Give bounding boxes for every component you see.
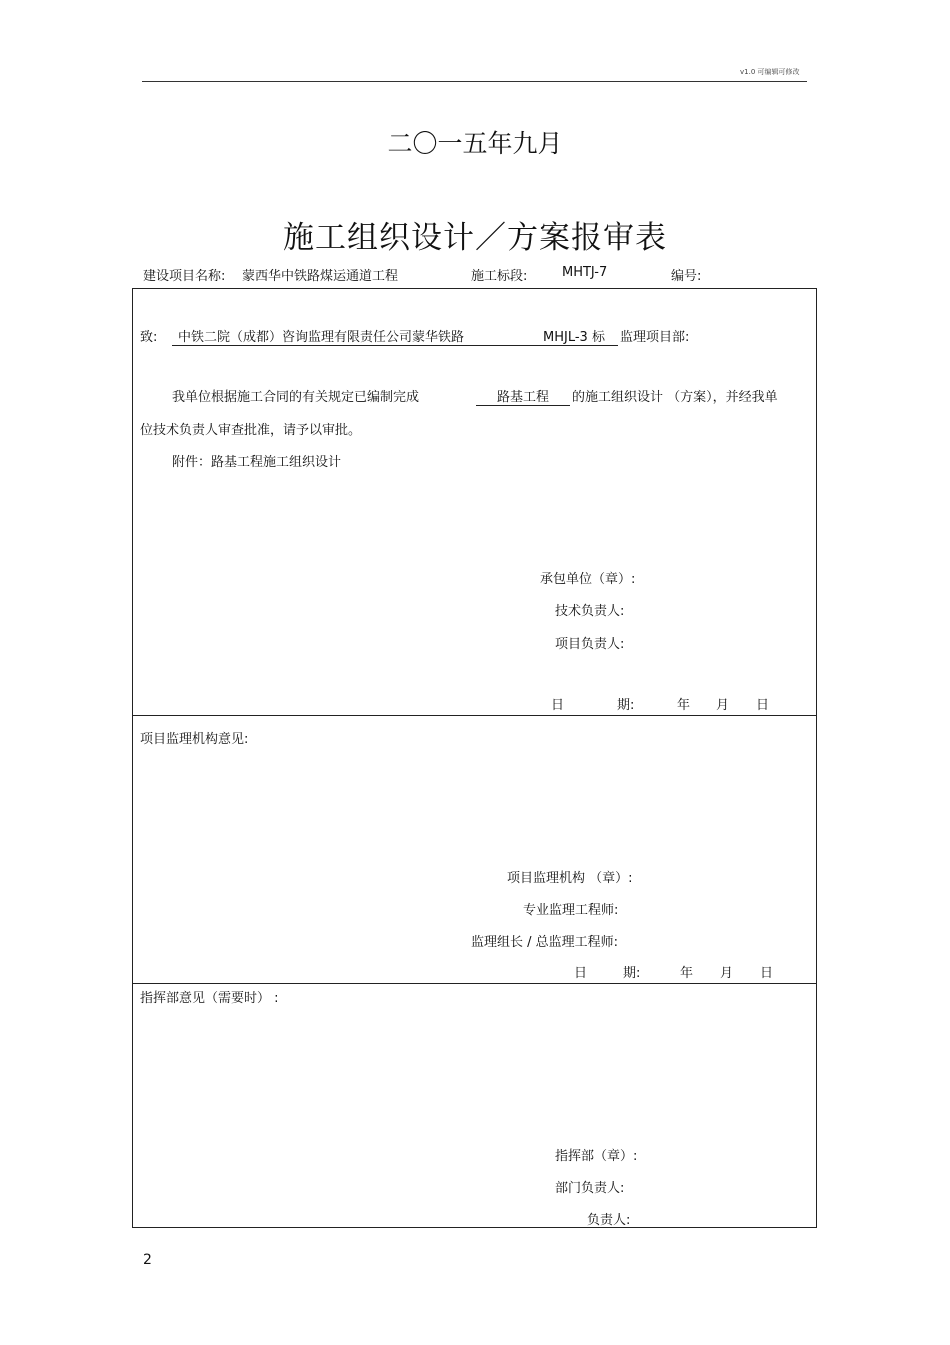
number-label: 编号: <box>671 269 702 284</box>
supervision-date-month: 月 <box>720 966 734 981</box>
hq-stamp: 指挥部（章）: <box>555 1149 638 1164</box>
hq-dept-lead: 部门负责人: <box>555 1181 625 1196</box>
page-number: 2 <box>143 1252 152 1268</box>
supervision-chief: 监理组长 / 总监理工程师: <box>471 935 619 950</box>
form-title: 施工组织设计／方案报审表 <box>283 220 667 256</box>
to-section: MHJL-3 标 <box>530 326 618 346</box>
body-project: 路基工程 <box>476 386 570 406</box>
attachment: 附件：路基工程施工组织设计 <box>172 455 342 470</box>
supervision-date-day-label: 日 <box>574 966 588 981</box>
date-title: 二〇一五年九月 <box>387 129 563 158</box>
to-label: 致: <box>140 330 158 345</box>
hq-lead: 负责人: <box>587 1213 631 1228</box>
supervision-date-day: 日 <box>760 966 774 981</box>
to-org: 中铁二院（成都）咨询监理有限责任公司蒙华铁路 <box>172 326 530 346</box>
header-note: v1.0 可编辑可修改 <box>740 68 800 76</box>
date-month: 月 <box>716 698 730 713</box>
section-label: 施工标段: <box>471 269 528 284</box>
supervision-heading: 项目监理机构意见: <box>140 732 249 747</box>
body-line-2: 位技术负责人审查批准，请予以审批。 <box>140 423 362 438</box>
to-suffix: 监理项目部: <box>620 330 690 345</box>
hq-heading: 指挥部意见（需要时） : <box>140 991 279 1006</box>
row-divider-2 <box>132 983 817 984</box>
supervision-engineer: 专业监理工程师: <box>523 903 619 918</box>
contractor-stamp: 承包单位（章）: <box>540 572 636 587</box>
section-value: MHTJ-7 <box>562 265 608 280</box>
tech-lead: 技术负责人: <box>555 604 625 619</box>
date-day-label: 日 <box>551 698 565 713</box>
header-rule <box>142 81 807 82</box>
date-day: 日 <box>756 698 770 713</box>
row-divider-1 <box>132 715 817 716</box>
supervision-stamp: 项目监理机构 （章）: <box>507 871 633 886</box>
supervision-date-year: 年 <box>680 966 694 981</box>
project-lead: 项目负责人: <box>555 637 625 652</box>
date-period-label: 期: <box>617 698 635 713</box>
project-name-label: 建设项目名称: <box>143 269 226 284</box>
project-name-value: 蒙西华中铁路煤运通道工程 <box>242 269 399 284</box>
body-prefix: 我单位根据施工合同的有关规定已编制完成 <box>172 390 420 405</box>
supervision-date-period-label: 期: <box>623 966 641 981</box>
date-year: 年 <box>677 698 691 713</box>
body-suffix: 的施工组织设计 （方案），并经我单 <box>572 390 778 405</box>
